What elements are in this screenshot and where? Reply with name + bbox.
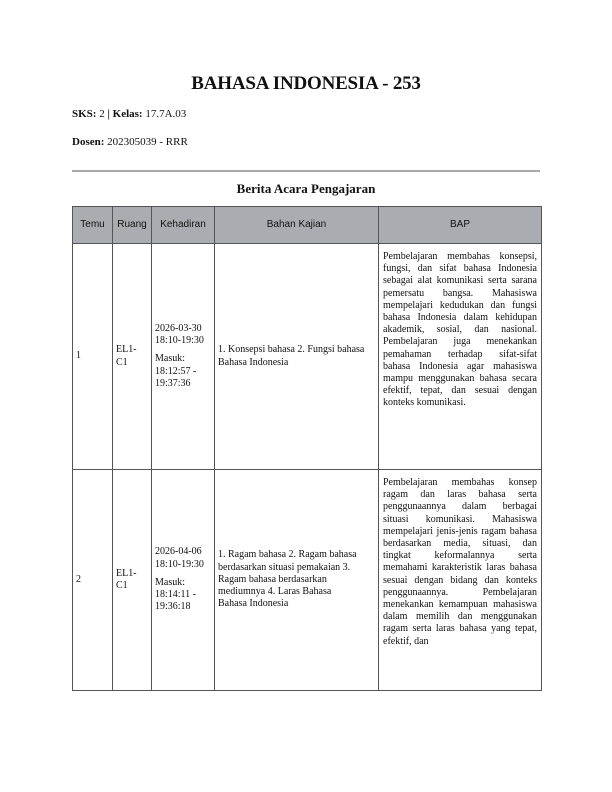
cell-kehadiran: [152, 470, 215, 691]
column-header-bap: BAP: [379, 207, 542, 244]
horizontal-divider: [72, 170, 540, 172]
cell-kehadiran: [152, 244, 215, 470]
table-row: [73, 470, 542, 691]
cell-temu: 1: [73, 244, 113, 470]
course-title: BAHASA INDONESIA - 253: [191, 73, 421, 94]
teaching-record-table: [72, 206, 542, 691]
cell-temu: 2: [73, 470, 113, 691]
meta-separator: |: [107, 108, 110, 120]
bahan-course: Bahasa Indonesia: [218, 598, 289, 610]
kelas-value: 17.7A.03: [145, 108, 187, 120]
dosen-value: 202305039 - RRR: [107, 136, 188, 148]
kehadiran-schedule: 2026-03-30 18:10-19:30: [155, 322, 204, 347]
kehadiran-schedule: 2026-04-06 18:10-19:30: [155, 546, 204, 570]
kelas-label: Kelas:: [112, 108, 143, 120]
column-header-ruang: Ruang: [113, 207, 152, 244]
cell-bap: Pembelajaran membahas konsep ragam dan laras bahasa serta penggunaannya dalam berbagai situasi komunikasi. Mahasiswa mempelajari jenis-jenis ragam bahasa berdasarkan media, situasi, dan tingkat keformalannya serta memahami karakteristik laras bahasa sesuai dengan bidang dan konteks penggunaannya. Pembelajaran menekankan kemampuan mahasiswa dalam memilih dan menggunakan ragam serta laras bahasa yang tepat, efektif, dan: [379, 470, 542, 691]
section-title: Berita Acara Pengajaran: [236, 181, 376, 196]
page-bottom-margin: [0, 696, 612, 792]
course-meta: [72, 108, 186, 120]
lecturer-info: [72, 136, 188, 148]
column-header-temu: Temu: [73, 207, 113, 244]
sks-label: SKS:: [72, 108, 97, 120]
kehadiran-checkin: Masuk: 18:14:11 - 19:36:18: [155, 576, 197, 613]
cell-bahan-kajian: [215, 244, 379, 470]
column-header-kehadiran: Kehadiran: [152, 207, 215, 244]
table-row: [73, 244, 542, 470]
bahan-course: Bahasa Indonesia: [218, 356, 289, 368]
cell-ruang: EL1-C1: [113, 470, 152, 691]
cell-bahan-kajian: [215, 470, 379, 691]
bahan-topics: 1. Konsepsi bahasa 2. Fungsi bahasa: [218, 344, 365, 356]
sks-value: 2: [99, 108, 105, 120]
cell-ruang: EL1-C1: [113, 244, 152, 470]
bahan-topics: 1. Ragam bahasa 2. Ragam bahasa berdasarkan situasi pemakaian 3. Ragam bahasa berdasarkan mediumnya 4. Laras Bahasa: [218, 549, 357, 598]
cell-bap: Pembelajaran membahas konsepsi, fungsi, dan sifat bahasa Indonesia sebagai alat komunikasi serta sarana pemersatu bangsa. Mahasiswa mempelajari kedudukan dan fungsi bahasa Indonesia dalam kehidupan akademik, sosial, dan nasional. Pembelajaran juga menekankan pemahaman terhadap sifat-sifat bahasa Indonesia agar mahasiswa mampu menggunakan bahasa secara efektif, tepat, dan sesuai dengan konteks komunikasi.: [379, 244, 542, 470]
kehadiran-checkin: Masuk: 18:12:57 - 19:37:36: [155, 353, 197, 389]
table-header-row: [73, 207, 542, 244]
dosen-label: Dosen:: [72, 136, 105, 148]
column-header-bahan-kajian: Bahan Kajian: [215, 207, 379, 244]
